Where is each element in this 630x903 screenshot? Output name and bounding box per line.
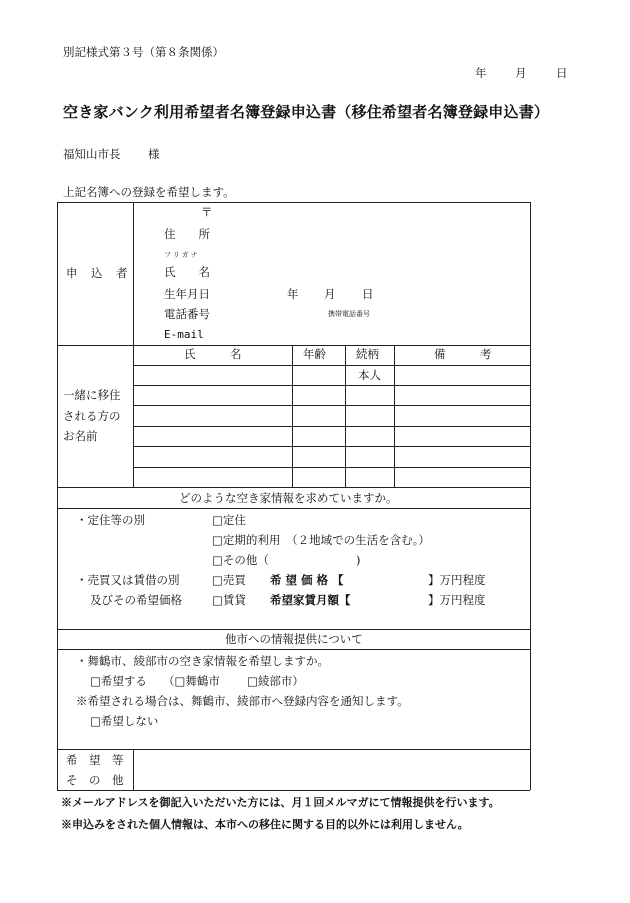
household-header-line-3: お名前 [63, 429, 98, 443]
info-sharing-question: ・舞鶴市、綾部市の空き家情報を希望しますか。 [76, 654, 329, 668]
name-label: 氏 名 [164, 265, 210, 279]
birth-day-unit: 日 [362, 287, 374, 301]
email-label: E-mail [164, 328, 204, 341]
no-info-option[interactable]: □希望しない [90, 714, 159, 728]
maizuru-option[interactable]: （□舞鶴市 [163, 674, 220, 688]
residence-option-periodic[interactable]: □定期的利用 （２地域での生活を含む。） [212, 533, 430, 547]
column-header-name: 氏 名 [184, 347, 242, 361]
info-sharing-heading: 他市への情報提供について [225, 632, 363, 646]
info-sharing-note: ※希望される場合は、舞鶴市、綾部市へ登録内容を通知します。 [76, 694, 409, 708]
relation-self-cell: 本人 [358, 368, 381, 382]
addressee-honorific: 様 [148, 147, 160, 161]
column-header-relation: 続柄 [356, 347, 379, 361]
want-info-option[interactable]: □希望する [90, 674, 147, 688]
sale-option[interactable]: □売買 [212, 573, 246, 587]
footnote-privacy: ※申込みをされた個人情報は、本市への移住に関する目的以外には利用しません。 [61, 818, 469, 831]
column-header-notes: 備 考 [434, 347, 492, 361]
postal-mark: 〒 [201, 205, 213, 219]
ayabe-option[interactable]: □綾部市） [247, 674, 304, 688]
vacancy-heading: どのような空き家情報を求めていますか。 [179, 491, 398, 505]
date-year-label: 年 [475, 66, 487, 80]
rent-price-label: 希望家賃月額【 [270, 593, 351, 607]
applicant-header: 申 込 者 [66, 266, 129, 280]
rent-price-unit: 】万円程度 [428, 593, 486, 607]
birth-month-unit: 月 [324, 287, 336, 301]
rent-option[interactable]: □賃貸 [212, 593, 246, 607]
sale-rent-label: ・売買又は賃借の別 [76, 573, 180, 587]
other-requests-label-2: そ の 他 [66, 773, 124, 787]
household-header-line-1: 一緒に移住 [63, 388, 121, 402]
other-requests-label-1: 希 望 等 [66, 753, 124, 767]
form-number-label: 別記様式第３号（第８条関係） [63, 45, 224, 59]
furigana-label: フリガナ [164, 251, 200, 259]
column-header-age: 年齢 [303, 347, 326, 361]
page-title: 空き家バンク利用希望者名簿登録申込書（移住希望者名簿登録申込書） [63, 103, 550, 121]
residence-option-other[interactable]: □その他（ [212, 553, 269, 567]
date-month-label: 月 [515, 66, 527, 80]
birth-year-unit: 年 [287, 287, 299, 301]
residence-other-close: ) [356, 553, 361, 567]
address-label: 住 所 [164, 227, 210, 241]
household-header-line-2: される方の [63, 409, 121, 423]
addressee-name: 福知山市長 [63, 147, 121, 161]
intro-text: 上記名簿への登録を希望します。 [63, 185, 235, 199]
phone-label: 電話番号 [164, 307, 210, 321]
mobile-phone-label: 携帯電話番号 [328, 310, 370, 318]
sale-price-label: 希 望 価 格 【 [270, 573, 344, 587]
date-day-label: 日 [556, 66, 568, 80]
footnote-newsletter: ※メールアドレスを御記入いただいた方には、月１回メルマガにて情報提供を行います。 [61, 796, 500, 809]
residence-option-permanent[interactable]: □定住 [212, 513, 246, 527]
residence-type-label: ・定住等の別 [76, 513, 145, 527]
birthdate-label: 生年月日 [164, 287, 210, 301]
desired-price-label: 及びその希望価格 [90, 593, 182, 607]
sale-price-unit: 】万円程度 [428, 573, 486, 587]
